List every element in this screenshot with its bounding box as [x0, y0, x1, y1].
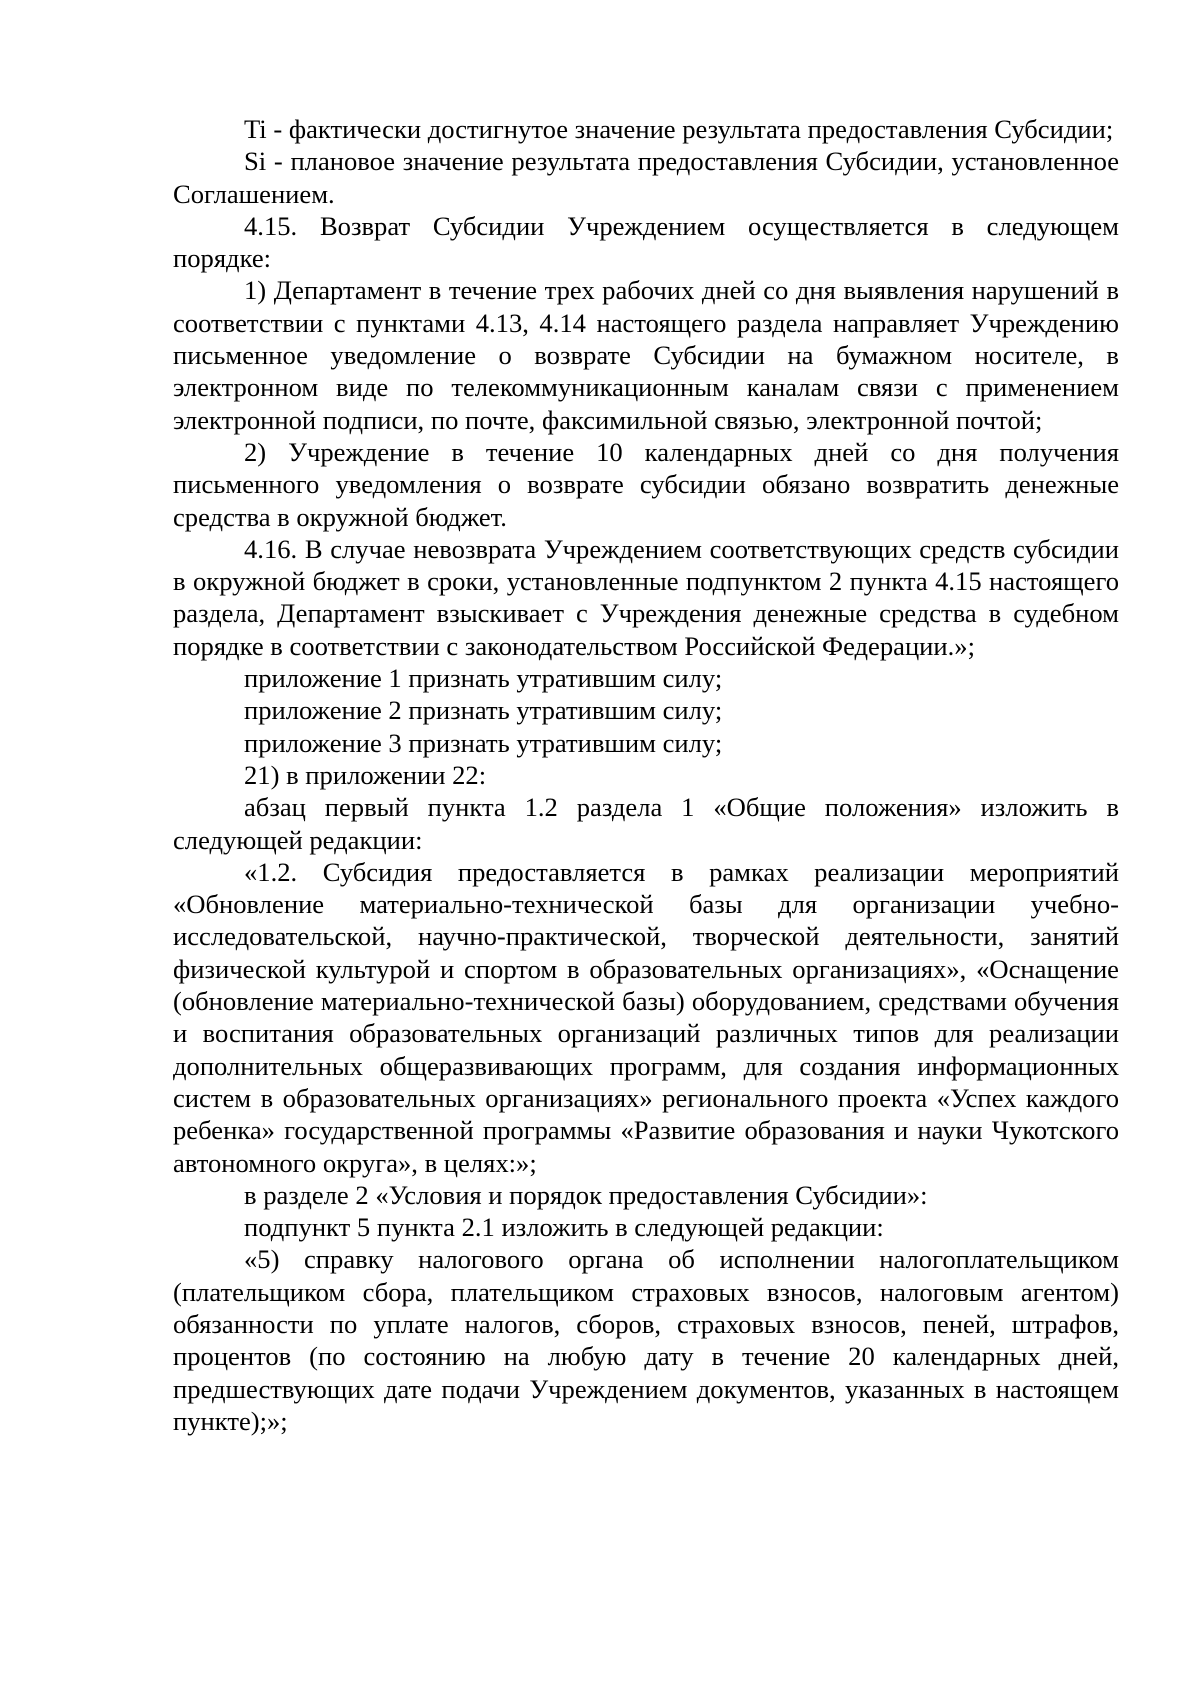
paragraph-1-2-text: «1.2. Субсидия предоставляется в рамках реализации мероприятий «Обновление материально-технической базы для организации учебно-исследовательской, научно-практической, творческой деятельности, занятий физической культурой и спортом в образовательных организациях», «Оснащение (обновление материально-технической базы) оборудованием, средствами обучения и воспитания образовательных организаций различных типов для реализации дополнительных общеразвивающих программ, для создания информационных систем в образовательных организациях» регионального проекта «Успех каждого ребенка» государственной программы «Развитие образования и науки Чукотского автономного округа», в целях:»;	[173, 856, 1119, 1178]
paragraph-ti-definition: Ti - фактически достигнутое значение результата предоставления Субсидии;	[244, 114, 1114, 144]
paragraph-appendix-1: приложение 1 признать утратившим силу;	[244, 663, 723, 694]
paragraph-section-2: в разделе 2 «Условия и порядок предоставления Субсидии»:	[244, 1179, 928, 1210]
paragraph-1-2-intro: абзац первый пункта 1.2 раздела 1 «Общие положения» изложить в следующей редакции:	[173, 792, 1119, 855]
paragraph-4-16: 4.16. В случае невозврата Учреждением соответствующих средств субсидии в окружной бюджет в сроки, установленные подпунктом 2 пункта 4.15 настоящего раздела, Департамент взыскивает с Учреждения денежные средства в судебном порядке в соответствии с законодательством Российской Федерации.»;	[173, 533, 1119, 661]
paragraph-4-15-item-1: 1) Департамент в течение трех рабочих дней со дня выявления нарушений в соответствии с пунктами 4.13, 4.14 настоящего раздела направляет Учреждению письменное уведомление о возврате Субсидии на бумажном носителе, в электронном виде по телекоммуникационным каналам связи с применением электронной подписи, по почте, факсимильной связью, электронной почтой;	[173, 275, 1119, 435]
paragraph-2-1-intro: подпункт 5 пункта 2.1 изложить в следующей редакции:	[244, 1212, 884, 1243]
paragraph-4-15-item-2: 2) Учреждение в течение 10 календарных дней со дня получения письменного уведомления о возврате субсидии обязано возвратить денежные средства в окружной бюджет.	[173, 436, 1119, 532]
paragraph-appendix-2: приложение 2 признать утратившим силу;	[244, 695, 723, 726]
paragraph-2-1-item-5: «5) справку налогового органа об исполнении налогоплательщиком (плательщиком сбора, плательщиком страховых взносов, налоговым агентом) обязанности по уплате налогов, сборов, страховых взносов, пеней, штрафов, процентов (по состоянию на любую дату в течение 20 календарных дней, предшествующих дате подачи Учреждением документов, указанных в настоящем пункте);»;	[173, 1244, 1119, 1436]
paragraph-si-definition: Si - плановое значение результата предоставления Субсидии, установленное Соглашением.	[173, 146, 1119, 209]
paragraph-item-21: 21) в приложении 22:	[244, 759, 487, 790]
document-body	[173, 113, 1119, 1437]
paragraph-4-15: 4.15. Возврат Субсидии Учреждением осуществляется в следующем порядке:	[173, 210, 1119, 274]
paragraph-appendix-3: приложение 3 признать утратившим силу;	[244, 727, 723, 758]
